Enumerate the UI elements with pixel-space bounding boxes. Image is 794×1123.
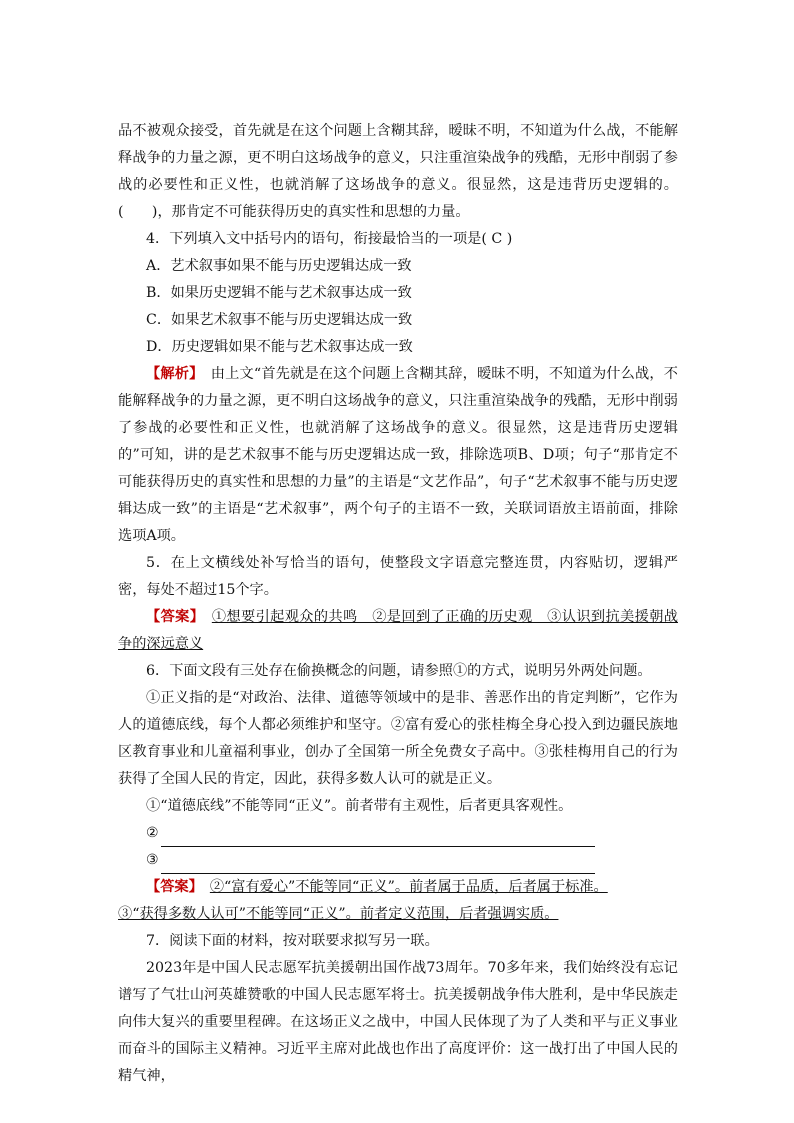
question-6-answer: [118, 874, 678, 901]
question-6-answer-2: [118, 901, 678, 928]
document-content: [118, 118, 678, 1090]
question-7-material: 2023年是中国人民志愿军抗美援朝出国作战73周年。70多年来，我们始终没有忘记谱写了气壮山河英雄赞歌的中国人民志愿军将士。抗美援朝战争伟大胜利，是中华民族走向伟大复兴的重要里程碑。在这场正义之战中，中国人民体现了为了人类和平与正义事业而奋斗的国际主义精神。习近平主席对此战也作出了高度评价：这一战打出了中国人民的精气神，: [118, 960, 678, 1084]
question-6-stem: 6．下面文段有三处存在偷换概念的问题，请参照①的方式，说明另外两处问题。: [146, 663, 652, 679]
question-6-blank-3: [118, 847, 678, 874]
question-4-option-c: C．如果艺术叙事不能与历史逻辑达成一致: [146, 312, 413, 328]
blank-2-line: [161, 830, 595, 847]
question-4-option-a: A．艺术叙事如果不能与历史逻辑达成一致: [146, 258, 412, 274]
question-4-stem: 4．下列填入文中括号内的语句，衔接最恰当的一项是( C ): [146, 231, 513, 247]
question-4-analysis: [118, 361, 678, 550]
answer-tag: 【答案】: [146, 879, 196, 895]
blank-2-label: ②: [146, 825, 159, 841]
question-5-answer: [118, 604, 678, 658]
blank-3-label: ③: [146, 852, 159, 868]
question-7-stem: 7．阅读下面的材料，按对联要求拟写另一联。: [146, 933, 439, 949]
answer-tag: 【答案】: [146, 609, 198, 625]
question-6-passage: ①正义指的是“对政治、法律、道德等领域中的是非、善恶作出的肯定判断”，它作为人的道德底线，每个人都必须维护和坚守。②富有爱心的张桂梅全身心投入到边疆民族地区教育事业和儿童福利事业，创办了全国第一所全免费女子高中。③张桂梅用自己的行为获得了全国人民的肯定，因此，获得多数人认可的就是正义。: [118, 690, 678, 787]
analysis-text: 由上文“首先就是在这个问题上含糊其辞，暧昧不明，不知道为什么战，不能解释战争的力量之源，更不明白这场战争的意义，只注重渲染战争的残酷，无形中削弱了参战的必要性和正义性，也就消解了这场战争的意义。很显然，这是违背历史逻辑的”可知，讲的是艺术叙事不能与历史逻辑达成一致，排除选项B、D项；句子“那肯定不可能获得历史的真实性和思想的力量”的主语是“文艺作品”，句子“艺术叙事不能与历史逻辑达成一致”的主语是“艺术叙事”，两个句子的主语不一致，关联词语放主语前面，排除选项A项。: [118, 366, 678, 544]
question-6-blank-2: [118, 820, 678, 847]
answer-text: ①想要引起观众的共鸣 ②是回到了正确的历史观 ③认识到抗美援朝战争的深远意义: [118, 609, 678, 652]
question-4-option-d: D．历史逻辑如果不能与艺术叙事达成一致: [146, 339, 413, 355]
intro-paragraph: 品不被观众接受，首先就是在这个问题上含糊其辞，暧昧不明，不知道为什么战，不能解释战争的力量之源，更不明白这场战争的意义，只注重渲染战争的残酷，无形中削弱了参战的必要性和正义性，也就消解了这场战争的意义。很显然，这是违背历史逻辑的。( )，那肯定不可能获得历史的真实性和思想的力量。: [118, 123, 678, 220]
blank-3-line: [161, 857, 595, 874]
question-4-option-b: B．如果历史逻辑不能与艺术叙事达成一致: [146, 285, 412, 301]
question-6-example: ①“道德底线”不能等同“正义”。前者带有主观性，后者更具客观性。: [146, 798, 573, 814]
question-5-stem: 5．在上文横线处补写恰当的语句，使整段文字语意完整连贯，内容贴切，逻辑严密，每处不超过15个字。: [118, 555, 678, 598]
answer-line-1: ②“富有爱心”不能等同“正义”。前者属于品质，后者属于标准。: [209, 879, 608, 895]
answer-line-2: ③“获得多数人认可”不能等同“正义”。前者定义范围，后者强调实质。: [118, 906, 559, 922]
analysis-tag: 【解析】: [146, 366, 197, 382]
